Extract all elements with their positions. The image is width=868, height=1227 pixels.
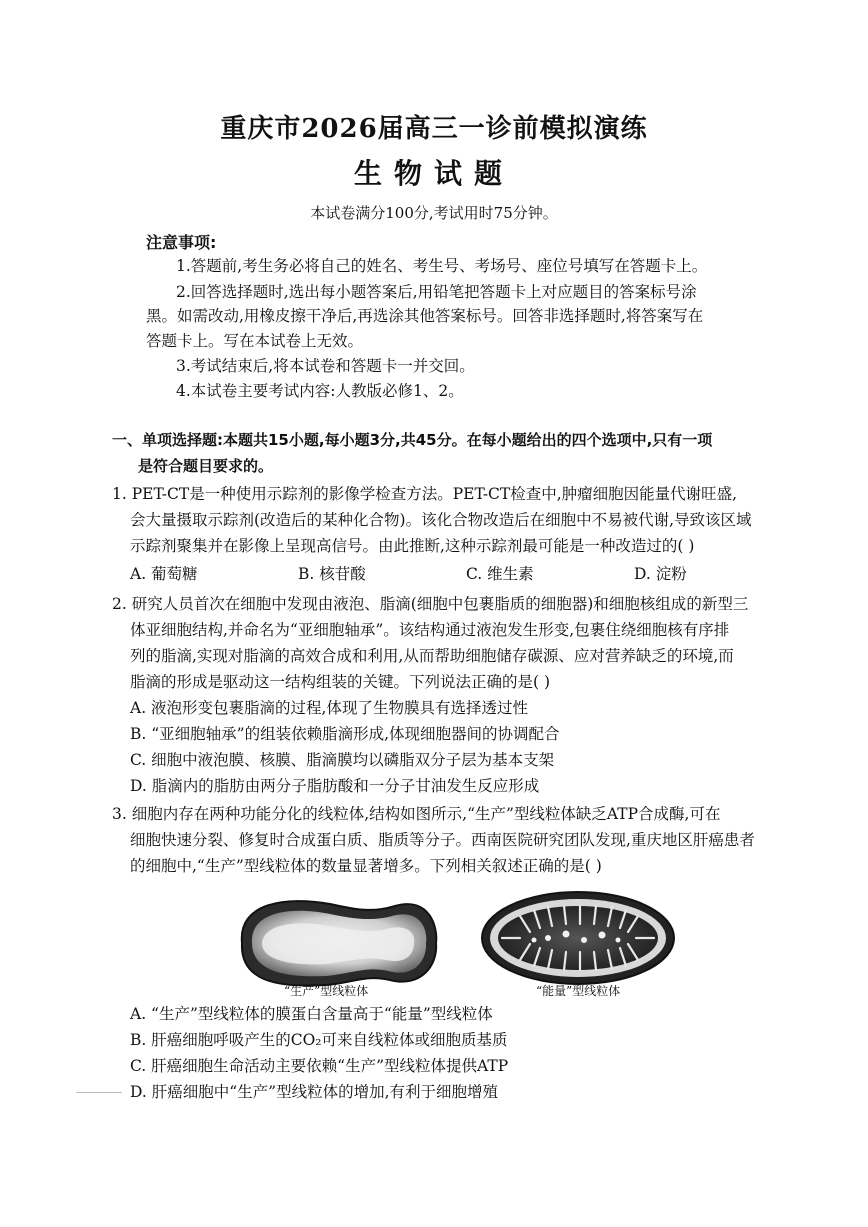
production-mitochondrion-caption: “生产”型线粒体 xyxy=(284,984,369,998)
subject-title: 生物试题 xyxy=(353,157,514,190)
option-b[interactable]: B. 肝癌细胞呼吸产生的CO₂可来自线粒体或细胞质基质 xyxy=(130,1031,508,1049)
option-c[interactable]: C. 维生素 xyxy=(466,565,534,583)
question-1-options xyxy=(130,562,790,584)
option-c[interactable]: C. 细胞中液泡膜、核膜、脂滴膜均以磷脂双分子层为基本支架 xyxy=(130,751,555,769)
question-2-text: 2. 研究人员首次在细胞中发现由液泡、脂滴(细胞中包裹脂质的细胞器)和细胞核组成的新型三 xyxy=(112,595,749,613)
notice-line: 答题卡上。写在本试卷上无效。 xyxy=(146,332,364,350)
scan-artifact xyxy=(76,1092,122,1093)
question-3-text: 细胞快速分裂、修复时合成蛋白质、脂质等分子。西南医院研究团队发现,重庆地区肝癌患者 xyxy=(130,831,755,849)
notice-line: 1.答题前,考生务必将自己的姓名、考生号、考场号、座位号填写在答题卡上。 xyxy=(176,257,708,275)
question-1-text: 会大量摄取示踪剂(改造后的某种化合物)。该化合物改造后在细胞中不易被代谢,导致该区域 xyxy=(130,511,752,529)
question-2-text: 脂滴的形成是驱动这一结构组装的关键。下列说法正确的是( ) xyxy=(130,673,551,691)
exam-info: 本试卷满分100分,考试用时75分钟。 xyxy=(310,204,558,222)
option-d[interactable]: D. 肝癌细胞中“生产”型线粒体的增加,有利于细胞增殖 xyxy=(130,1083,499,1101)
section-heading-cont: 是符合题目要求的。 xyxy=(138,457,274,475)
option-b[interactable]: B. 核苷酸 xyxy=(298,565,366,583)
option-d[interactable]: D. 淀粉 xyxy=(634,565,687,583)
notice-line: 3.考试结束后,将本试卷和答题卡一并交回。 xyxy=(176,357,475,375)
exam-title: 重庆市2026届高三一诊前模拟演练 xyxy=(220,114,648,144)
question-2-text: 列的脂滴,实现对脂滴的高效合成和利用,从而帮助细胞储存碳源、应对营养缺乏的环境,而 xyxy=(130,647,734,665)
question-3-text: 的细胞中,“生产”型线粒体的数量显著增多。下列相关叙述正确的是( ) xyxy=(130,857,602,875)
notice-line: 黑。如需改动,用橡皮擦干净后,再选涂其他答案标号。回答非选择题时,将答案写在 xyxy=(146,307,704,325)
question-1-text: 1. PET-CT是一种使用示踪剂的影像学检查方法。PET-CT检查中,肿瘤细胞因能量代谢旺盛, xyxy=(112,485,738,503)
production-mitochondrion-image xyxy=(242,901,437,985)
option-c[interactable]: C. 肝癌细胞生命活动主要依赖“生产”型线粒体提供ATP xyxy=(130,1057,509,1075)
energy-mitochondrion-image xyxy=(482,892,674,984)
energy-mitochondrion-caption: “能量”型线粒体 xyxy=(536,984,621,998)
option-a[interactable]: A. 葡萄糖 xyxy=(130,565,198,583)
question-1-text: 示踪剂聚集并在影像上呈现高信号。由此推断,这种示踪剂最可能是一种改造过的( ) xyxy=(130,537,695,555)
notice-line: 2.回答选择题时,选出每小题答案后,用铅笔把答题卡上对应题目的答案标号涂 xyxy=(176,283,697,301)
question-3-text: 3. 细胞内存在两种功能分化的线粒体,结构如图所示,“生产”型线粒体缺乏ATP合成酶,可在 xyxy=(112,805,721,823)
notice-heading: 注意事项: xyxy=(146,233,217,252)
option-a[interactable]: A. 液泡形变包裹脂滴的过程,体现了生物膜具有选择透过性 xyxy=(130,699,528,717)
question-2-text: 体亚细胞结构,并命名为“亚细胞轴承”。该结构通过液泡发生形变,包裹住绕细胞核有序排 xyxy=(130,621,730,639)
option-a[interactable]: A. “生产”型线粒体的膜蛋白含量高于“能量”型线粒体 xyxy=(130,1005,493,1023)
option-d[interactable]: D. 脂滴内的脂肪由两分子脂肪酸和一分子甘油发生反应形成 xyxy=(130,777,540,795)
notice-line: 4.本试卷主要考试内容:人教版必修1、2。 xyxy=(176,382,464,400)
section-heading: 一、单项选择题:本题共15小题,每小题3分,共45分。在每小题给出的四个选项中,只有一项 xyxy=(112,431,713,449)
option-b[interactable]: B. “亚细胞轴承”的组装依赖脂滴形成,体现细胞器间的协调配合 xyxy=(130,725,560,743)
